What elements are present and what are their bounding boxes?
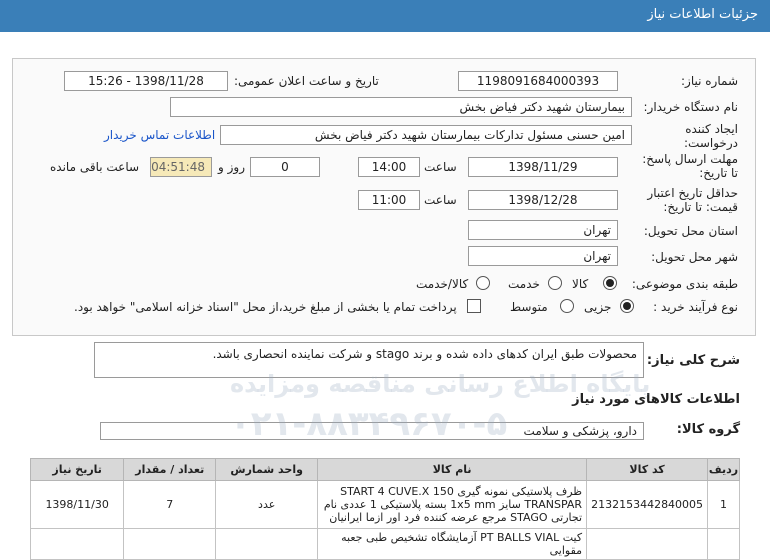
treasury-payment-text: پرداخت تمام یا بخشی از مبلغ خرید،از محل "اسناد خزانه اسلامی" خواهد بود. [74,300,457,314]
buyer-label: نام دستگاه خریدار: [643,100,738,114]
validity-label-line2: قیمت: تا تاریخ: [663,200,738,214]
reply-date-field[interactable]: 1398/11/29 [468,157,618,177]
reply-time-label: ساعت [424,160,457,174]
announce-date-label: تاریخ و ساعت اعلان عمومی: [234,74,379,88]
category-radio-service[interactable] [548,276,562,290]
purchase-radio-minor[interactable] [620,299,634,313]
category-option-goods: کالا [572,277,589,291]
purchase-radio-medium[interactable] [560,299,574,313]
item-date [31,529,124,560]
watermark-title: پایگاه اطلاع رسانی مناقصه ومزایده [230,370,651,398]
item-name-line: تجارتی STAGO مرجع عرضه کننده فرد اور ازما ایرانیان [329,511,583,524]
need-number-field[interactable]: 1198091684000393 [458,71,618,91]
reply-time-field[interactable]: 14:00 [358,157,420,177]
row-number: 1 [708,481,740,529]
remaining-time-field: 04:51:48 [150,157,212,177]
watermark-phone: ۰۲۱-۸۸۳۴۹۶۷۰-۵ [230,404,508,444]
need-number-label: شماره نیاز: [681,74,738,88]
row-number [708,529,740,560]
item-code: 2132153442840005 [587,481,708,529]
days-label: روز و [218,160,245,174]
province-label: استان محل تحویل: [643,224,738,238]
reply-deadline-label-line1: مهلت ارسال پاسخ: [642,152,738,166]
category-option-service: خدمت [508,277,540,291]
col-date-header: تاریخ نیاز [31,459,124,481]
buyer-field[interactable]: بیمارستان شهید دکتر فیاض بخش [170,97,632,117]
validity-time-label: ساعت [424,193,457,207]
col-code-header: کد کالا [587,459,708,481]
col-name-header: نام کالا [318,459,587,481]
item-date: 1398/11/30 [31,481,124,529]
description-field: محصولات طبق ایران کدهای داده شده و برند stago و شرکت نماینده انحصاری باشد. [94,342,644,378]
item-name-line: TRANSPAR سایز 1x5 mm بسته پلاستیکی 1 عددی نام [323,498,583,511]
purchase-option-minor: جزیی [584,300,612,314]
table-row[interactable] [31,529,740,560]
page-header [0,0,770,32]
creator-field[interactable]: امین حسنی مسئول تدارکات بیمارستان شهید دکتر فیاض بخش [220,125,632,145]
item-name-line: ظرف پلاستیکی نمونه گیری START 4 CUVE.X 150 [340,485,583,498]
city-label: شهر محل تحویل: [651,250,738,264]
validity-time-field[interactable]: 11:00 [358,190,420,210]
item-qty [124,529,216,560]
creator-label-line1: ایجاد کننده [685,122,738,136]
purchase-option-medium: متوسط [510,300,548,314]
item-name [318,529,587,560]
item-unit: عدد [216,481,318,529]
col-row-header: ردیف [708,459,740,481]
validity-date-field[interactable]: 1398/12/28 [468,190,618,210]
city-field[interactable]: تهران [468,246,618,266]
item-unit [216,529,318,560]
creator-label-line2: درخواست: [684,136,738,150]
goods-group-label: گروه کالا: [676,422,740,437]
goods-group-field: دارو، پزشکی و سلامت [100,422,644,440]
table-header-row [31,459,740,481]
treasury-payment-checkbox[interactable] [467,299,481,313]
category-radio-goods-service[interactable] [476,276,490,290]
category-label: طبقه بندی موضوعی: [631,277,738,291]
contact-info-link[interactable]: اطلاعات تماس خریدار [104,128,216,142]
table-row[interactable] [31,481,740,529]
page-title: جزئیات اطلاعات نیاز [647,7,758,22]
item-qty: 7 [124,481,216,529]
validity-label-line1: حداقل تاریخ اعتبار [647,186,738,200]
item-name-line: کیت PT BALLS VIAL آزمایشگاه تشخیص طبی جعبه مقوایی [341,531,583,557]
item-name [318,481,587,529]
purchase-type-label: نوع فرآیند خرید : [653,300,738,314]
goods-section-title: اطلاعات کالاهای مورد نیاز [572,392,740,407]
announce-date-field[interactable]: 1398/11/28 - 15:26 [64,71,228,91]
col-unit-header: واحد شمارش [216,459,318,481]
item-code [587,529,708,560]
reply-deadline-label-line2: تا تاریخ: [699,166,738,180]
category-option-goods-service: کالا/خدمت [416,277,469,291]
description-label: شرح کلی نیاز: [646,353,740,368]
remaining-time-label: ساعت باقی مانده [50,160,140,174]
category-radio-goods[interactable] [603,276,617,290]
remaining-days-field[interactable]: 0 [250,157,320,177]
province-field[interactable]: تهران [468,220,618,240]
col-qty-header: تعداد / مقدار [124,459,216,481]
